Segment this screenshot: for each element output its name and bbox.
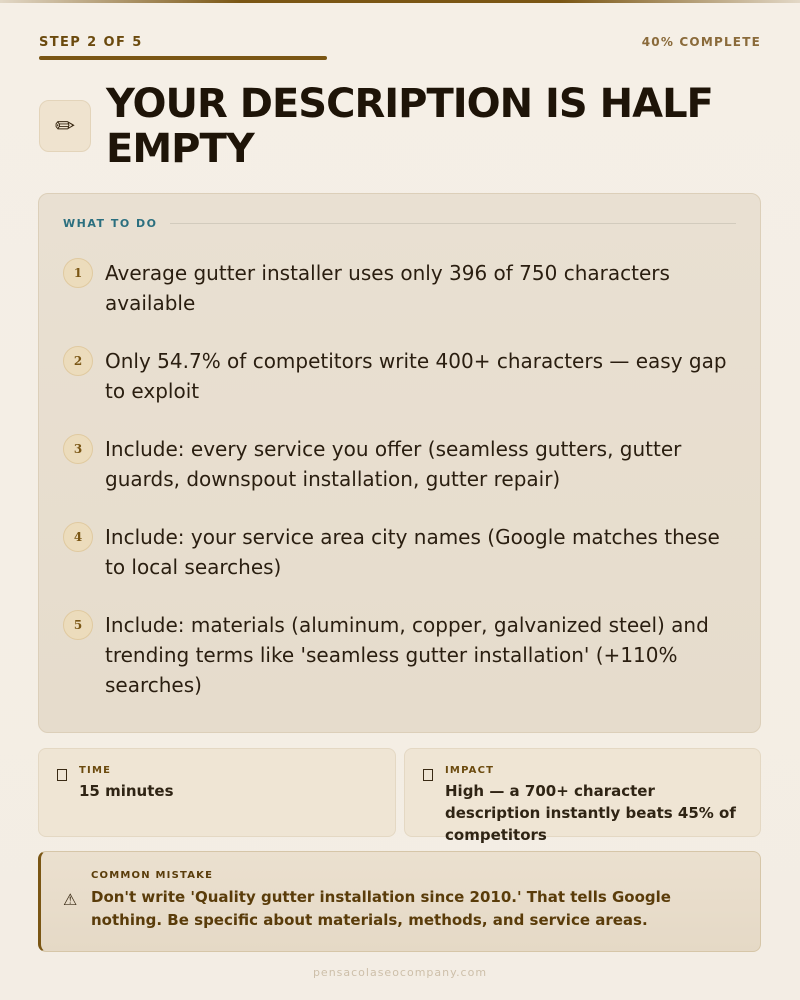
common-mistake-card [38, 851, 761, 952]
time-label: TIME [79, 765, 112, 776]
step-number-badge: 2 [63, 346, 93, 376]
impact-card [404, 748, 761, 844]
step-number-badge: 4 [63, 522, 93, 552]
list-item [63, 434, 736, 494]
what-to-do-heading: WHAT TO DO [63, 216, 158, 230]
time-card [38, 748, 396, 837]
chart-icon [423, 769, 433, 781]
step-number-badge: 3 [63, 434, 93, 464]
list-item-text: Include: your service area city names (Google matches these to local searches) [105, 525, 720, 579]
impact-label: IMPACT [445, 765, 495, 776]
step-number-badge: 5 [63, 610, 93, 640]
what-to-do-header [63, 216, 736, 230]
mistake-label: COMMON MISTAKE [91, 870, 214, 881]
list-item [63, 346, 736, 406]
mistake-text: Don't write 'Quality gutter installation since 2010.' That tells Google nothing. Be specific about materials, methods, and service areas. [91, 888, 671, 929]
percent-complete-label: 40% COMPLETE [641, 35, 761, 49]
time-value: 15 minutes [79, 782, 174, 800]
step-number-badge: 1 [63, 258, 93, 288]
list-item-text: Include: every service you offer (seamless gutters, gutter guards, downspout installation, gutter repair) [105, 437, 682, 491]
clock-icon [57, 769, 67, 781]
progress-bar [39, 56, 327, 60]
warning-icon: ⚠ [63, 890, 78, 909]
step-label: STEP 2 OF 5 [39, 34, 143, 50]
title-row [39, 82, 761, 172]
impact-value: High — a 700+ character description instantly beats 45% of competitors [445, 782, 736, 844]
progress-header [39, 33, 761, 51]
what-to-do-card [38, 193, 761, 733]
list-item-text: Average gutter installer uses only 396 of 750 characters available [105, 261, 670, 315]
todo-list [63, 258, 736, 700]
pencil-icon: ✏ [39, 100, 91, 152]
page-title: YOUR DESCRIPTION IS HALF EMPTY [106, 81, 713, 172]
mistake-body [91, 870, 731, 951]
impact-body [445, 765, 746, 844]
list-item [63, 610, 736, 700]
list-item [63, 522, 736, 582]
list-item-text: Only 54.7% of competitors write 400+ characters — easy gap to exploit [105, 349, 727, 403]
top-accent-line [0, 0, 800, 3]
list-item [63, 258, 736, 318]
list-item-text: Include: materials (aluminum, copper, galvanized steel) and trending terms like 'seamless gutter installation' (+110% searches) [105, 613, 709, 697]
time-body [79, 765, 174, 836]
heading-divider [170, 223, 737, 224]
footer-domain: pensacolaseocompany.com [312, 966, 488, 979]
